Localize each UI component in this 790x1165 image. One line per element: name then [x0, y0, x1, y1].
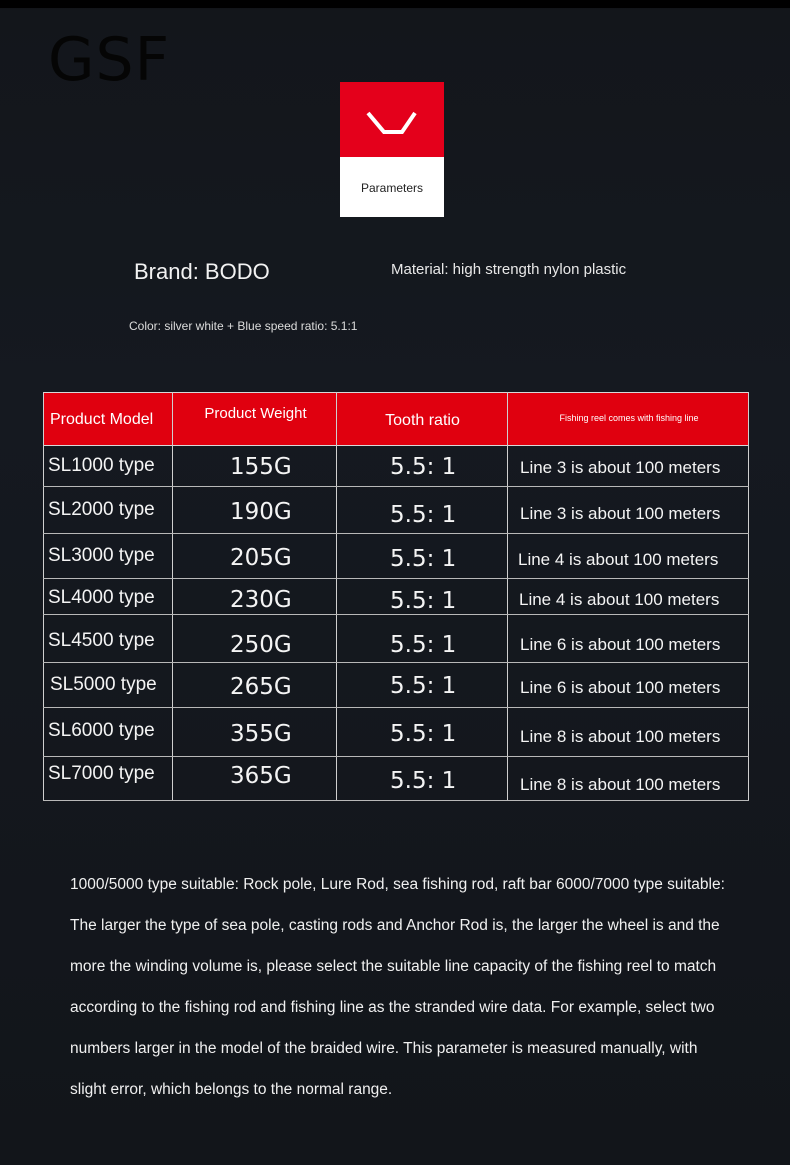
parameters-badge [340, 82, 444, 217]
description-paragraph: 1000/5000 type suitable: Rock pole, Lure Rod, sea fishing rod, raft bar 6000/7000 type suitable: The larger the type of sea pole, casting rods and Anchor Rod is, the larger the wheel is and the more the winding volume is, please select the suitable line capacity of the fishing reel to match according to the fishing rod and fishing line as the stranded wire data. For example, select two numbers larger in the model of the braided wire. This parameter is measured manually, with slight error, which belongs to the normal range. [70, 876, 725, 1098]
header-product-model: Product Model [50, 411, 154, 428]
row-1-line: Line 3 is about 100 meters [520, 458, 721, 477]
row-6-ratio: 5.5: 1 [390, 673, 457, 699]
material-text: Material: high strength nylon plastic [391, 261, 627, 278]
table-border-left [43, 392, 44, 801]
color-ratio-text: Color: silver white + Blue speed ratio: 5.1:1 [129, 319, 358, 333]
table-border-right [748, 392, 749, 801]
row-5-line: Line 6 is about 100 meters [520, 635, 721, 654]
row-4-weight: 230G [230, 587, 292, 613]
row-7-line: Line 8 is about 100 meters [520, 727, 721, 746]
spec-table [43, 392, 749, 801]
row-3-ratio: 5.5: 1 [390, 546, 457, 572]
row-6-weight: 265G [230, 674, 292, 700]
badge-body [340, 157, 444, 217]
row-8-model: SL7000 type [48, 763, 155, 784]
row-8-line: Line 8 is about 100 meters [520, 775, 721, 794]
header-fishing-line: Fishing reel comes with fishing line [559, 413, 699, 423]
row-4-model: SL4000 type [48, 587, 155, 608]
row-3-weight: 205G [230, 545, 292, 571]
row-5-weight: 250G [230, 632, 292, 658]
row-divider [43, 707, 749, 708]
brand-text: Brand: BODO [134, 259, 270, 284]
row-divider [43, 533, 749, 534]
row-6-line: Line 6 is about 100 meters [520, 678, 721, 697]
row-7-model: SL6000 type [48, 720, 155, 741]
row-5-ratio: 5.5: 1 [390, 632, 457, 658]
row-2-model: SL2000 type [48, 499, 155, 520]
header-product-weight: Product Weight [204, 404, 307, 422]
row-7-ratio: 5.5: 1 [390, 721, 457, 747]
table-header [43, 392, 749, 446]
column-divider [172, 392, 173, 801]
row-4-line: Line 4 is about 100 meters [519, 590, 720, 609]
row-divider [43, 662, 749, 663]
row-4-ratio: 5.5: 1 [390, 588, 457, 614]
row-8-ratio: 5.5: 1 [390, 768, 457, 794]
row-1-weight: 155G [230, 454, 292, 480]
row-2-line: Line 3 is about 100 meters [520, 504, 721, 523]
badge-label: Parameters [360, 181, 424, 195]
row-2-weight: 190G [230, 499, 292, 525]
row-5-model: SL4500 type [48, 630, 155, 651]
top-border [0, 0, 790, 8]
chevron-down-icon [366, 110, 418, 136]
row-divider [43, 486, 749, 487]
row-divider [43, 614, 749, 615]
column-divider [507, 392, 508, 801]
header-tooth-ratio: Tooth ratio [385, 412, 460, 429]
row-1-ratio: 5.5: 1 [390, 454, 457, 480]
row-1-model: SL1000 type [48, 455, 155, 476]
row-divider [43, 756, 749, 757]
row-3-model: SL3000 type [48, 545, 155, 566]
row-2-ratio: 5.5: 1 [390, 502, 457, 528]
brand-logo: GSF [48, 25, 171, 95]
row-7-weight: 355G [230, 721, 292, 747]
table-border-bottom [43, 800, 749, 801]
row-8-weight: 365G [230, 763, 292, 789]
row-3-line: Line 4 is about 100 meters [518, 550, 719, 569]
badge-header [340, 82, 444, 157]
row-divider [43, 578, 749, 579]
row-6-model: SL5000 type [50, 674, 157, 695]
column-divider [336, 392, 337, 801]
